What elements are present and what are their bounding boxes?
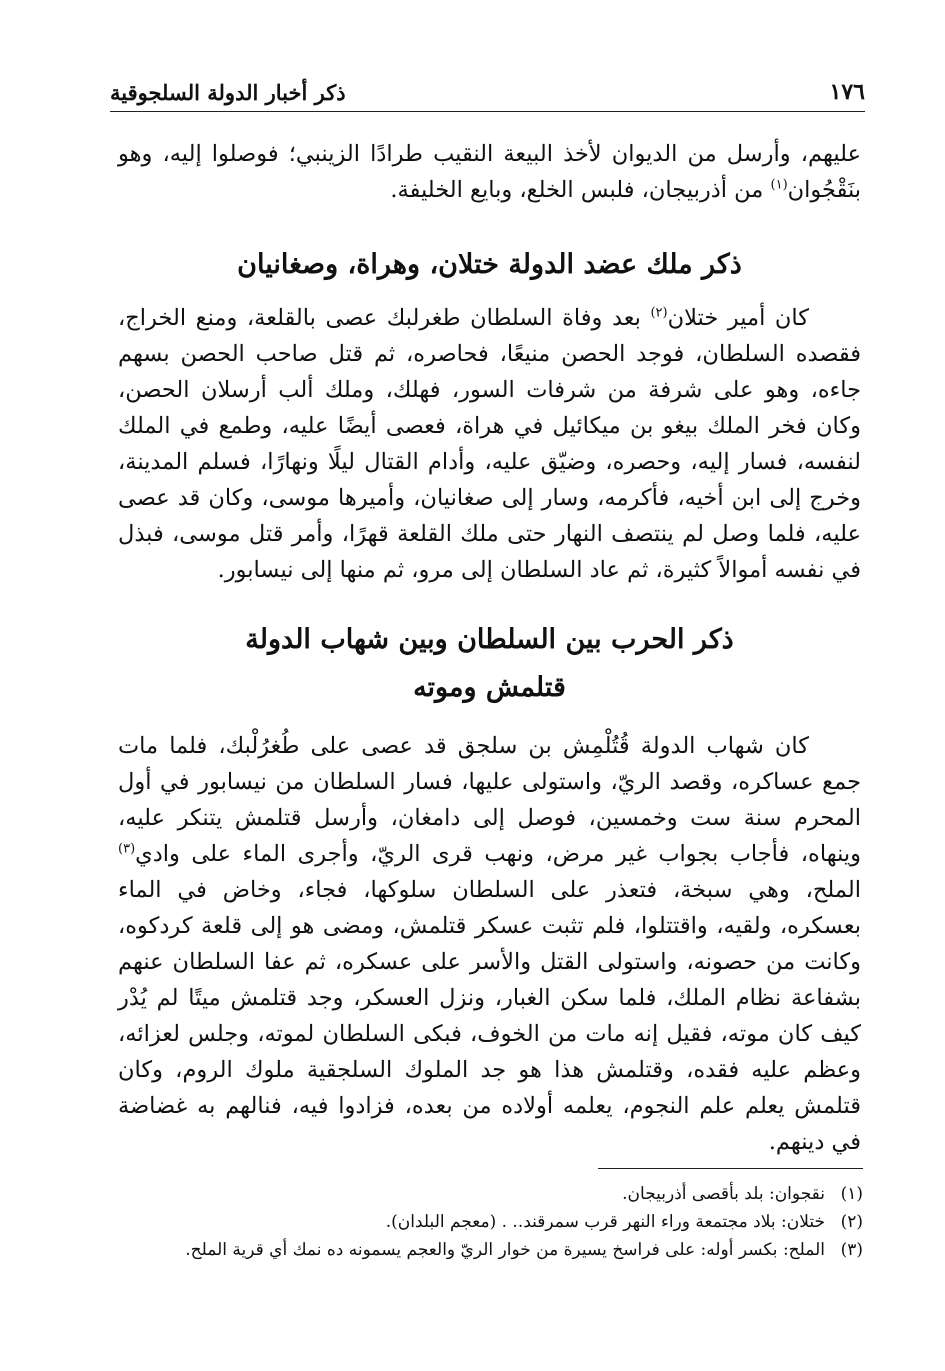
section-heading-2-line1: ذكر الحرب بين السلطان وبين شهاب الدولة bbox=[245, 624, 734, 655]
section-heading-2-line2: قتلمش وموته bbox=[413, 672, 566, 703]
footnote-ref-3: (٣) bbox=[118, 841, 136, 857]
footnote-ref-2: (٢) bbox=[650, 305, 668, 321]
footnote-number: (٣) bbox=[840, 1240, 863, 1260]
section2-part2: الملح، وهي سبخة، فتعذر على السلطان سلوكها، فجاء، وخاض في الماء بعسكره، ولقيه، واقتتلوا، فلم تثبت عسكر قتلمش، ومضى هو إلى قلعة كردكوه، وكانت من حصونه، واستولى القتل والأسر على عسكره، ثم عفا السلطان عنهم بشفاعة نظام الملك، فلما سكن الغبار، ونزل العسكر، وجد قتلمش ميتًا لم يُدْر كيف كان موته، فقيل إنه مات من الخوف، فبكى السلطان لموته، وجلس لعزائه، وعظم عليه فقده، وقتلمش هذا هو جد الملوك السلجقية ملوك الروم، وكان قتلمش يعلم علم النجوم، يعلمه أولاده من بعده، فزادوا فيه، فنالهم به غضاضة في دينهم. bbox=[118, 877, 861, 1155]
footnote-text: الملح: بكسر أوله: على فراسخ يسيرة من خوار الريّ والعجم يسمونه ده نمك أي قرية الملح. bbox=[185, 1240, 825, 1260]
section1-para-start: كان أمير ختلان bbox=[667, 305, 809, 331]
intro-line2: من أذربيجان، فلبس الخلع، وبايع الخليفة. bbox=[390, 177, 764, 203]
footnote bbox=[125, 1180, 863, 1208]
section1-para-rest: بعد وفاة السلطان طغرلبك عصى بالقلعة، ومنع الخراج، فقصده السلطان، فوجد الحصن منيعًا، فحاصره، ثم قتل صاحب الحصن بسهم جاءه، وهو على شرفة من شرفات السور، فهلك، وملك ألب أرسلان الحصن، وكان فخر الملك بيغو بن ميكائيل في هراة، فعصى أيضًا عليه، وطمع في الملك لنفسه، فسار إليه، وحصره، وضيّق عليه، وأدام القتال ليلًا ونهارًا، فسلم المدينة، وخرج إلى ابن أخيه، فأكرمه، وسار إلى صغانيان، وأميرها موسى، وكان قد عصى عليه، فلما وصل لم ينتصف النهار حتى ملك القلعة قهرًا، وأمر قتل موسى، فبذل في نفسه أموالاً كثيرة، ثم عاد السلطان إلى مرو، ثم منها إلى نيسابور. bbox=[118, 305, 861, 583]
footnote-number: (٢) bbox=[840, 1212, 863, 1232]
section1-paragraph bbox=[118, 300, 861, 588]
page-number: ١٧٦ bbox=[829, 79, 865, 105]
page-header bbox=[110, 72, 865, 112]
footnotes bbox=[125, 1180, 863, 1264]
footnote-ref-1: (١) bbox=[770, 177, 788, 193]
intro-line1: عليهم، وأرسل من الديوان لأخذ البيعة النقيب طرادًا الزينبي؛ فوصلوا إليه، وهو bbox=[118, 141, 861, 167]
footnote-text: ختلان: بلاد مجتمعة وراء النهر قرب سمرقند.. . (معجم البلدان). bbox=[385, 1212, 825, 1232]
section2-part1: كان شهاب الدولة قُتُلْمِش بن سلجق قد عصى على طُغرُلْبك، فلما مات جمع عساكره، وقصد الريّ، واستولى عليها، فسار السلطان من نيسابور في أول المحرم سنة ست وخمسين، فوصل إلى دامغان، وأرسل قتلمش يتنكر عليه، وينهاه، فأجاب بجواب غير مرض، ونهب قرى الريّ، وأجرى الماء على وادي bbox=[118, 733, 861, 867]
section-heading-1: ذكر ملك عضد الدولة ختلان، وهراة، وصغانيان bbox=[237, 249, 742, 280]
footnote bbox=[125, 1208, 863, 1236]
intro-word: بنَقْجُوان bbox=[787, 177, 861, 203]
footnote-divider bbox=[598, 1168, 863, 1169]
footnote-number: (١) bbox=[840, 1184, 863, 1204]
section2-paragraph bbox=[118, 728, 861, 1160]
intro-paragraph bbox=[118, 136, 861, 208]
running-title: ذكر أخبار الدولة السلجوقية bbox=[110, 80, 346, 105]
footnote-text: نقجوان: بلد بأقصى أذربيجان. bbox=[622, 1184, 825, 1204]
footnote bbox=[125, 1236, 863, 1264]
